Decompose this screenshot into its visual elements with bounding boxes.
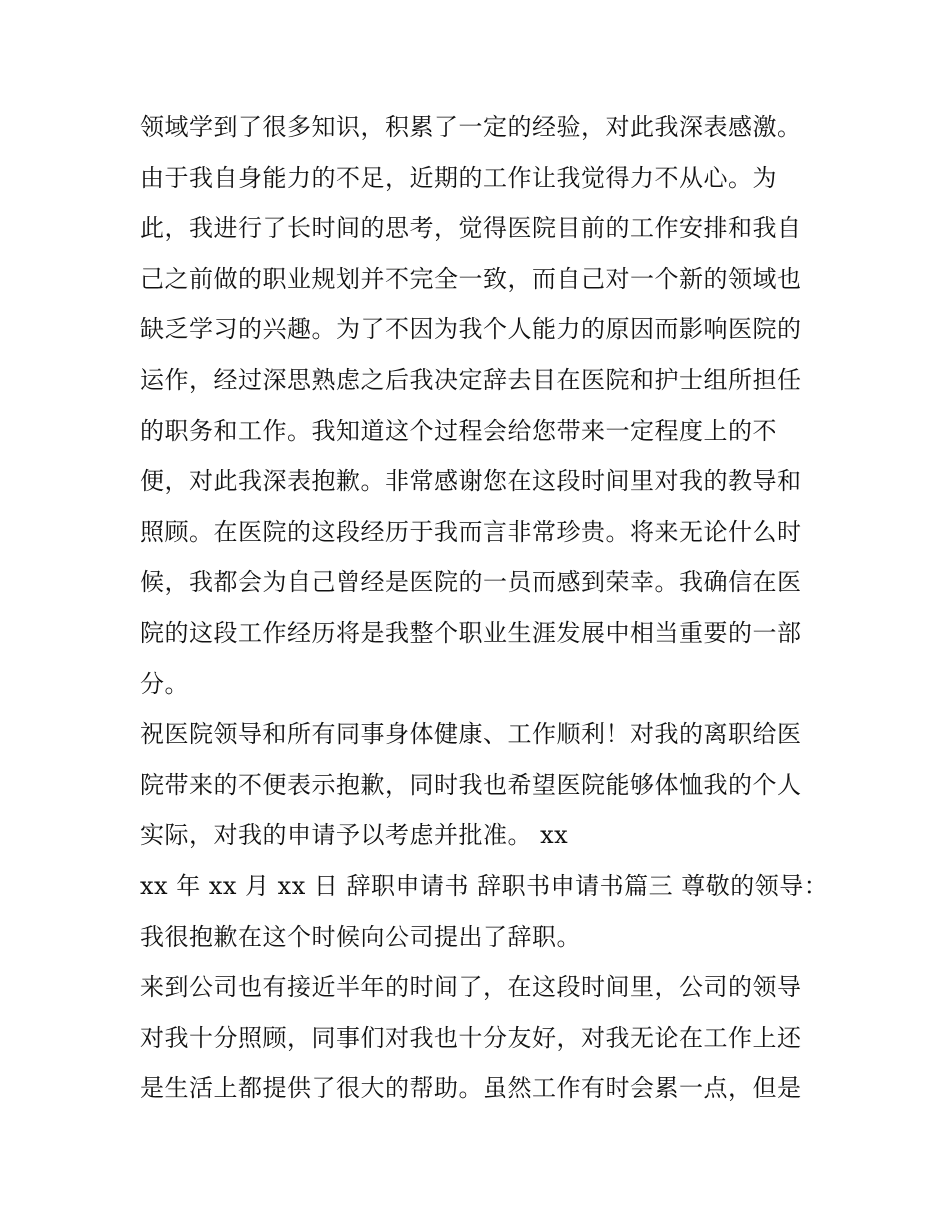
text-line: 运作，经过深思熟虑之后我决定辞去目在医院和护士组所担任 — [140, 365, 802, 394]
text-line: 候，我都会为自己曾经是医院的一员而感到荣幸。我确信在医 — [140, 568, 802, 597]
text-line: 由于我自身能力的不足，近期的工作让我觉得力不从心。为 — [140, 163, 777, 192]
text-line: 院的这段工作经历将是我整个职业生涯发展中相当重要的一部 — [140, 618, 802, 647]
text-line: xx 年 xx 月 xx 日 辞职申请书 辞职书申请书篇三 尊敬的领导： — [140, 871, 829, 900]
text-line: 的职务和工作。我知道这个过程会给您带来一定程度上的不 — [140, 416, 777, 445]
text-line: 实际，对我的申请予以考虑并批准。 xx — [140, 821, 569, 850]
text-line: 分。 — [140, 669, 189, 698]
text-line: 祝医院领导和所有同事身体健康、工作顺利！对我的离职给医 — [140, 720, 802, 749]
text-line: 来到公司也有接近半年的时间了，在这段时间里，公司的领导 — [140, 973, 802, 1002]
text-line: 院带来的不便表示抱歉，同时我也希望医院能够体恤我的个人 — [140, 770, 802, 799]
text-line: 领域学到了很多知识，积累了一定的经验，对此我深表感激。 — [140, 113, 802, 141]
text-line: 便，对此我深表抱歉。非常感谢您在这段时间里对我的教导和 — [140, 467, 802, 496]
text-line: 我很抱歉在这个时候向公司提出了辞职。 — [140, 922, 581, 951]
text-line: 己之前做的职业规划并不完全一致，而自己对一个新的领域也 — [140, 264, 802, 293]
letter-body — [140, 102, 830, 1114]
text-line: 照顾。在医院的这段经历于我而言非常珍贵。将来无论什么时 — [140, 517, 802, 546]
text-line: 对我十分照顾，同事们对我也十分友好，对我无论在工作上还 — [140, 1023, 802, 1052]
text-line: 此，我进行了长时间的思考，觉得医院目前的工作安排和我自 — [140, 214, 802, 243]
text-line: 是生活上都提供了很大的帮助。虽然工作有时会累一点，但是 — [140, 1074, 802, 1103]
text-line: 缺乏学习的兴趣。为了不因为我个人能力的原因而影响医院的 — [140, 315, 802, 344]
